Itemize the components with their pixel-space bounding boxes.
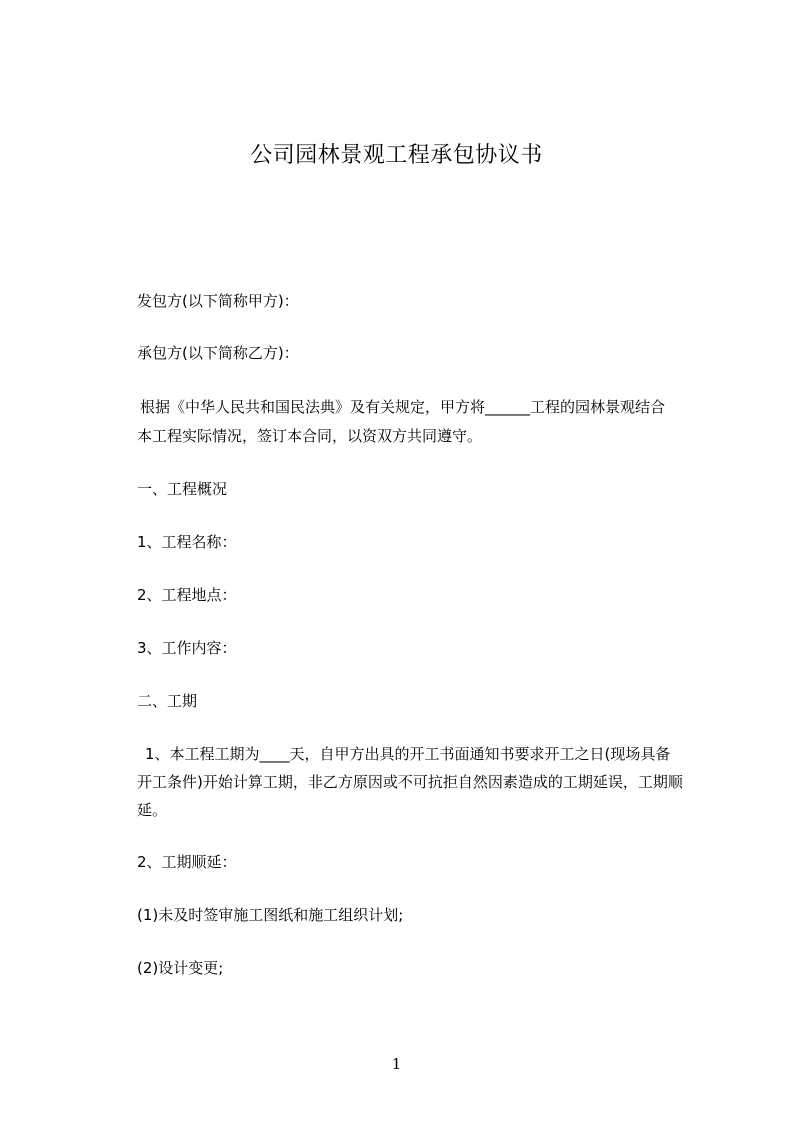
document-title: 公司园林景观工程承包协议书 <box>250 143 543 168</box>
section-1-heading: 一、工程概况 <box>137 480 228 498</box>
period-line-1: 1、本工程工期为____天，自甲方出具的开工书面通知书要求开工之日(现场具备 <box>145 745 671 763</box>
extension-heading: 2、工期顺延： <box>137 853 237 871</box>
page-number: 1 <box>391 1055 402 1073</box>
project-name-item: 1、工程名称： <box>137 533 237 551</box>
extension-item-1: (1)未及时签审施工图纸和施工组织计划; <box>137 906 404 924</box>
section-2-heading: 二、工期 <box>137 692 198 710</box>
work-content-item: 3、工作内容： <box>137 639 237 657</box>
party-a-line: 发包方(以下简称甲方)： <box>137 292 299 310</box>
project-location-item: 2、工程地点： <box>137 586 237 604</box>
period-line-3: 延。 <box>137 801 168 819</box>
preamble-line-1: 根据《中华人民共和国民法典》及有关规定，甲方将______工程的园林景观结合 <box>140 398 666 416</box>
party-b-line: 承包方(以下简称乙方)： <box>137 344 299 362</box>
extension-item-2: (2)设计变更; <box>137 959 224 977</box>
period-line-2: 开工条件)开始计算工期，非乙方原因或不可抗拒自然因素造成的工期延误，工期顺 <box>137 773 683 791</box>
preamble-line-2: 本工程实际情况，签订本合同，以资双方共同遵守。 <box>137 427 483 445</box>
